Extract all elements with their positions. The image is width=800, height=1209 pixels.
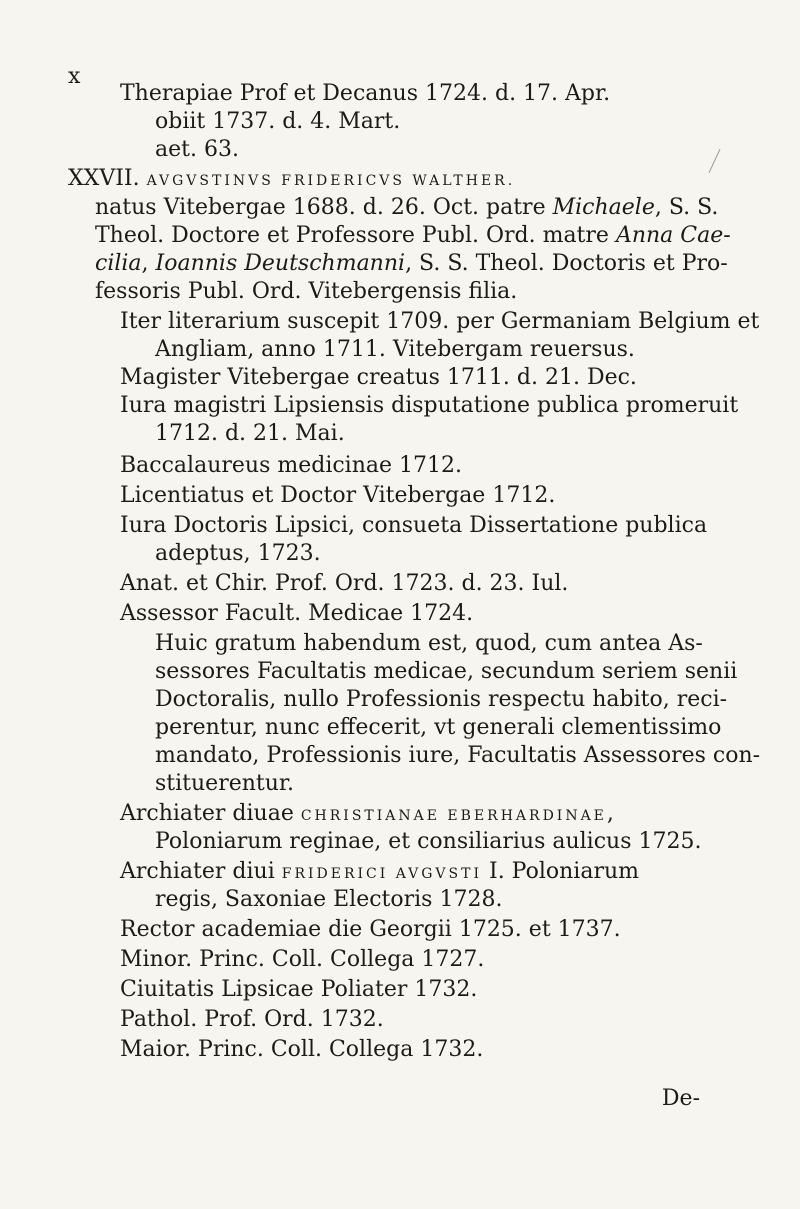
text-span: , <box>606 801 614 826</box>
text-span: Minor. Princ. Coll. Collega 1727. <box>120 947 485 972</box>
text-span: natus Vitebergae 1688. d. 26. Oct. patre <box>95 195 553 220</box>
margin-mark <box>709 149 721 173</box>
text-span: mandato, Professionis iure, Facultatis Assessores con- <box>155 743 761 768</box>
text-span: , <box>141 251 156 276</box>
text-span: regis, Saxoniae Electoris 1728. <box>155 887 503 912</box>
text-line <box>155 886 502 914</box>
text-span: Ciuitatis Lipsicae Poliater 1732. <box>120 977 478 1002</box>
text-span: Theol. Doctore et Professore Publ. Ord. matre <box>95 223 616 248</box>
text-span: Rector academiae die Georgii 1725. et 1737. <box>120 917 621 942</box>
text-span: fessoris Publ. Ord. Vitebergensis filia. <box>95 279 518 304</box>
text-line <box>155 658 737 686</box>
text-span: Pathol. Prof. Ord. 1732. <box>120 1007 384 1032</box>
text-span: Anat. et Chir. Prof. Ord. 1723. d. 23. Iul. <box>120 571 569 596</box>
text-line <box>95 278 517 306</box>
text-span: Archiater diui <box>120 859 282 884</box>
text-span: Ioannis Deutschmanni <box>155 251 406 276</box>
text-line <box>155 828 701 856</box>
text-span: Iura Doctoris Lipsici, consueta Dissertatione publica <box>120 513 708 538</box>
text-line <box>120 976 477 1004</box>
text-line <box>155 540 321 568</box>
text-line <box>120 452 462 480</box>
text-span: , S. S. Theol. Doctoris et Pro- <box>405 251 728 276</box>
text-span: stituerentur. <box>155 771 295 796</box>
text-span: Licentiatus et Doctor Vitebergae 1712. <box>120 483 556 508</box>
text-line <box>120 916 621 944</box>
text-span: XXVII. <box>68 166 147 191</box>
text-span: I. Poloniarum <box>482 859 639 884</box>
text-line <box>155 108 400 136</box>
text-line <box>155 136 239 164</box>
text-span: Anna Cae- <box>615 223 731 248</box>
text-span: Iura magistri Lipsiensis disputatione publica promeruit <box>120 393 739 418</box>
text-line <box>155 420 345 448</box>
text-line <box>155 742 760 770</box>
text-span: cilia <box>95 251 142 276</box>
text-span: aet. 63. <box>155 137 239 162</box>
text-line <box>120 1006 384 1034</box>
text-span: Michaele <box>552 195 655 220</box>
catchword: De- <box>661 1086 700 1111</box>
text-line <box>68 165 515 195</box>
text-line <box>95 250 728 278</box>
text-span: Magister Vitebergae creatus 1711. d. 21. Dec. <box>120 365 637 390</box>
text-line <box>120 308 759 336</box>
text-span: adeptus, 1723. <box>155 541 321 566</box>
text-span: Assessor Facult. Medicae 1724. <box>120 601 474 626</box>
text-line <box>120 80 610 108</box>
text-line <box>95 194 718 222</box>
text-line <box>120 600 473 628</box>
text-line <box>120 482 555 510</box>
text-line <box>155 714 721 742</box>
text-span: sessores Facultatis medicae, secundum seriem senii <box>155 659 738 684</box>
text-span: CHRISTIANAE EBERHARDINAE <box>300 808 607 824</box>
page-number: x <box>68 64 81 89</box>
text-line <box>120 800 614 830</box>
text-span: Maior. Princ. Coll. Collega 1732. <box>120 1037 484 1062</box>
text-span: Therapiae Prof et Decanus 1724. d. 17. Apr. <box>120 81 611 106</box>
text-span: FRIDERICI AVGVSTI <box>281 866 483 882</box>
text-line <box>120 1036 483 1064</box>
text-span: Angliam, anno 1711. Vitebergam reuersus. <box>155 337 635 362</box>
text-span: 1712. d. 21. Mai. <box>155 421 345 446</box>
text-line <box>120 364 637 392</box>
text-line <box>120 946 484 974</box>
text-span: obiit 1737. d. 4. Mart. <box>155 109 401 134</box>
text-span: perentur, nunc effecerit, vt generali clementissimo <box>155 715 722 740</box>
text-line <box>120 858 639 888</box>
text-span: Doctoralis, nullo Professionis respectu habito, reci- <box>155 687 728 712</box>
text-line <box>120 392 738 420</box>
text-line <box>155 336 635 364</box>
text-line <box>155 686 727 714</box>
text-span: Archiater diuae <box>120 801 301 826</box>
text-span: AVGVSTINVS FRIDERICVS WALTHER. <box>146 173 516 189</box>
text-span: Huic gratum habendum est, quod, cum antea As- <box>155 631 703 656</box>
text-line <box>95 222 731 250</box>
text-span: Poloniarum reginae, et consiliarius aulicus 1725. <box>155 829 702 854</box>
text-line <box>120 512 707 540</box>
text-line <box>155 770 294 798</box>
text-span: Iter literarium suscepit 1709. per Germaniam Belgium et <box>120 309 760 334</box>
text-span: , S. S. <box>654 195 719 220</box>
text-line <box>155 630 703 658</box>
text-line <box>120 570 568 598</box>
text-span: Baccalaureus medicinae 1712. <box>120 453 462 478</box>
